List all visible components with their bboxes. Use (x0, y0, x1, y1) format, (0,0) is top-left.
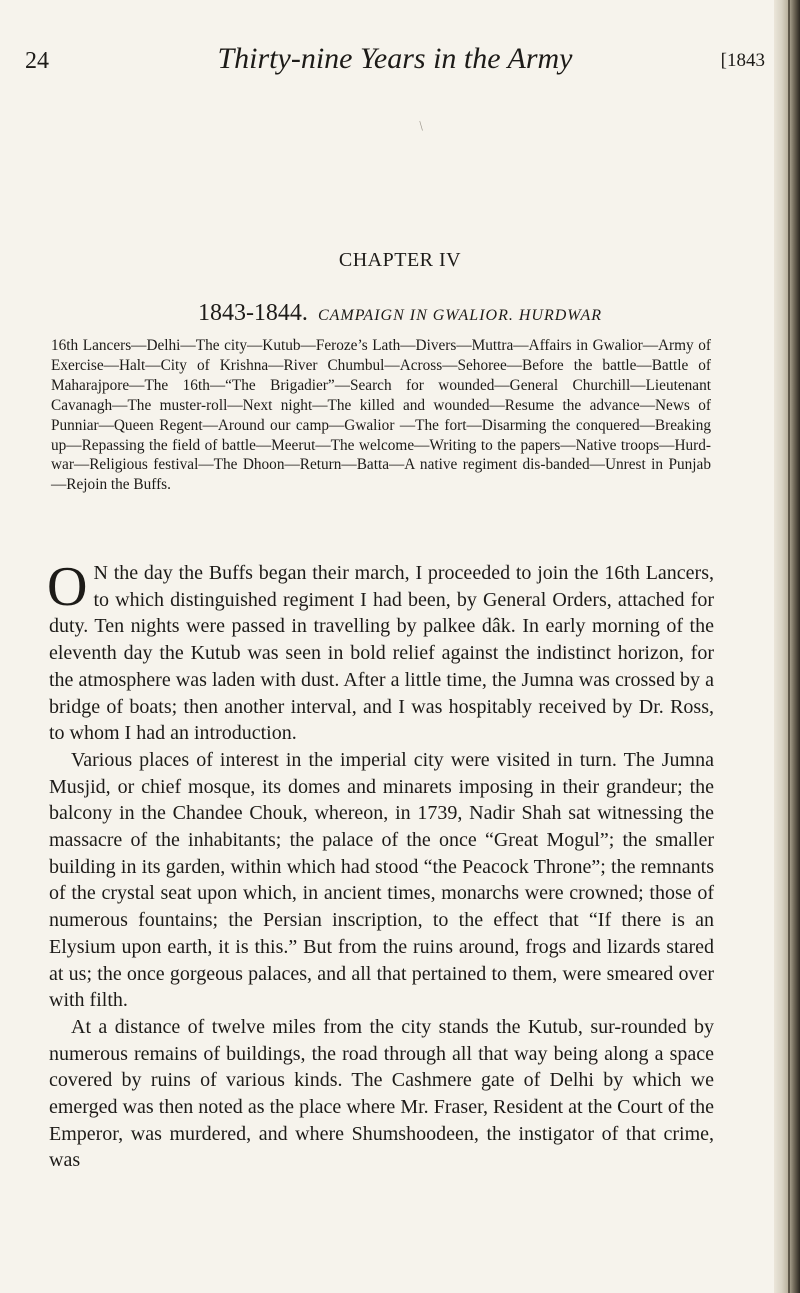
chapter-subheading (0, 300, 800, 327)
page-number: 24 (25, 48, 49, 74)
chapter-title: CHAPTER IV (338, 249, 462, 271)
pencil-mark: / (415, 119, 428, 134)
running-header (25, 42, 765, 82)
chapter-synopsis: 16th Lancers—Delhi—The city—Kutub—Feroze’s Lath—Divers—Muttra—Affairs in Gwalior—Army of Exercise—Halt—City of Krishna—River Chumbul—Across—Sehoree—Before the battle—Battle of Maharajpore—The 16th—“The Brigadier”—Search for wounded—General Churchill—Lieutenant Cavanagh—The muster-roll—Next night—The killed and wounded—Resume the advance—News of Punniar—Queen Regent—Around our camp—Gwalior —The fort—Disarming the conquered—Breaking up—Repassing the field of battle—Meerut—The welcome—Writing to the papers—Native troops—Hurd-war—Religious festival—The Dhoon—Return—Batta—A native regiment dis-banded—Unrest in Punjab—Rejoin the Buffs. (51, 337, 711, 494)
body-text (47, 556, 714, 1174)
running-year-marker: [1843 (720, 50, 765, 71)
binding-line (788, 0, 790, 1293)
running-title: Thirty-nine Years in the Army (217, 42, 573, 75)
paragraph-3: At a distance of twelve miles from the city stands the Kutub, sur-rounded by numerous remains of buildings, the road through all that way being along a space covered by ruins of various kinds. The Cashmere gate of Delhi by which we emerged was then noted as the place where Mr. Fraser, Resident at the Court of the Emperor, was murdered, and where Shumshoodeen, the instigator of that crime, was (49, 1015, 714, 1172)
drop-cap: O (47, 556, 88, 618)
chapter-subtitle: CAMPAIGN IN GWALIOR. HURDWAR (317, 307, 603, 324)
chapter-years: 1843-1844. (197, 300, 308, 326)
paragraph-1-text: N the day the Buffs began their march, I proceeded to join the 16th Lancers, to which distinguished regiment I had been, by General Orders, attached for duty. Ten nights were passed in travelling by palkee dâk. In early morning of the eleventh day the Kutub was seen in bold relief against the indistinct horizon, for the atmosphere was laden with dust. After a little time, the Jumna was crossed by a bridge of boats; then another interval, and I was hospitably received by Dr. Ross, to whom I had an introduction. (49, 562, 714, 745)
page-edge-shadow (774, 0, 800, 1293)
paragraph-2: Various places of interest in the imperial city were visited in turn. The Jumna Musjid, or chief mosque, its domes and minarets imposing in their grandeur; the balcony in the Chandee Chouk, whereon, in 1739, Nadir Shah sat witnessing the massacre of the inhabitants; the palace of the once “Great Mogul”; the smaller building in its garden, within which had stood “the Peacock Throne”; the remnants of the crystal seat upon which, in ancient times, monarchs were crowned; those of numerous fountains; the Persian inscription, to the effect that “If there is an Elysium upon earth, it is this.” But from the ruins around, frogs and lizards stared at us; the once gorgeous palaces, and all that pertained to them, were smeared over with filth. (49, 748, 714, 1012)
paragraph-1 (47, 556, 714, 747)
